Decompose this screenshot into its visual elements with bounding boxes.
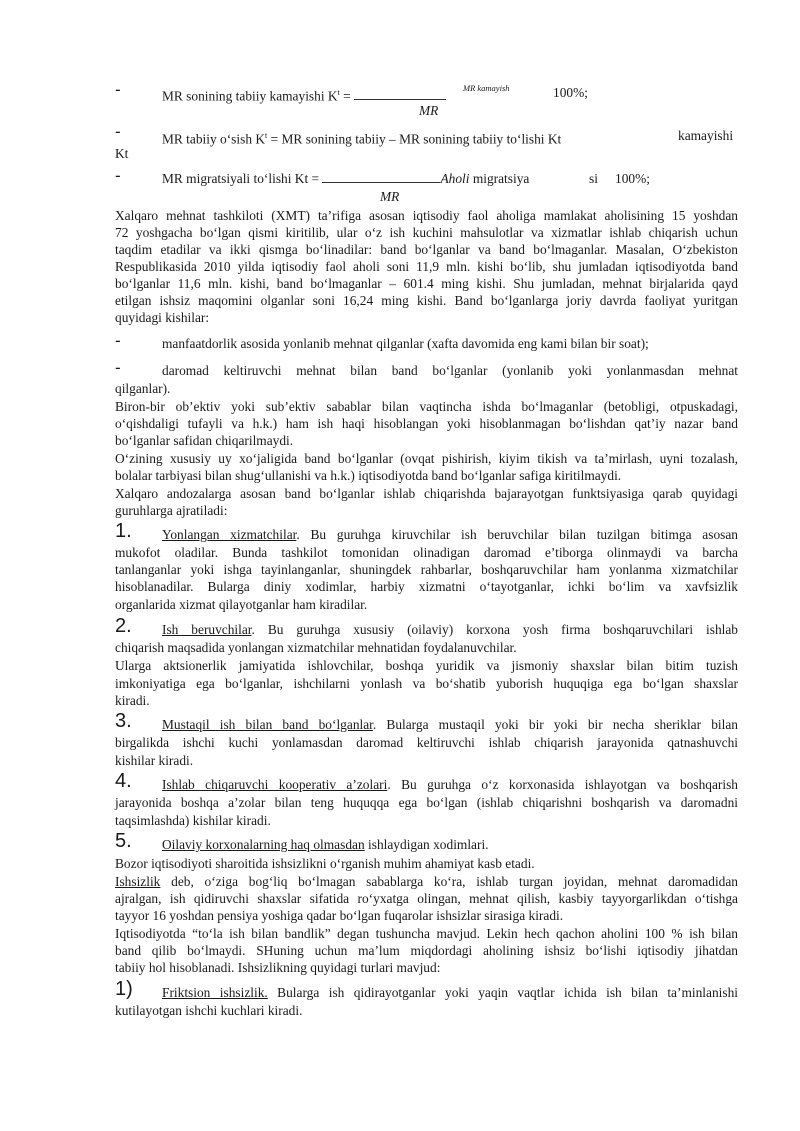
dash-marker: - [115, 166, 121, 185]
list-number: 3. [115, 710, 132, 732]
formula-tail: kamayishi [678, 128, 734, 143]
bullet-item: daromad keltiruvchi mehnat bilan band bo‘lganlar (yonlanib yoki yonlanmasdan mehnat [162, 363, 738, 378]
group-heading-line: Mustaqil ish bilan band bo‘lganlar. Bularga mustaqil yoki bir yoki bir necha sheriklar bilan [162, 717, 738, 732]
list-number: 1. [115, 520, 132, 542]
paragraph-line: kutilayotgan ishchi kuchlari kiradi. [115, 1003, 303, 1018]
paragraph-line: tanlanganlar yoki ishga tayinlanganlar, shuningdek rahbarlar, boshqaruvchilar ham yonlanma xizmatchilar [115, 562, 738, 577]
paragraph-line: Ularga aktsionerlik jamiyatida ishlovchilar, boshqa yuridik va jismoniy shaxslar bilan bitim tuzish [115, 658, 738, 673]
paragraph-line: hisoblanadilar. Bularga diniy xodimlar, harbiy xizmatni o‘tayotganlar, ichki bo‘lim va xavfsizlik [115, 579, 738, 594]
formula-tail-kt: Kt [115, 146, 129, 161]
paragraph-line: mukofot oladilar. Bunda tashkilot tomonidan olinadigan daromad e’tiborga olinmaydi va barcha [115, 545, 738, 560]
formula-si: si [589, 171, 598, 186]
paragraph-line: O‘zining xususiy uy xo‘jaligida band bo‘lganlar (ovqat pishirish, kiyim tikish va ta’mirlash, uyni tozalash, [115, 451, 738, 466]
paragraph-line: tayyor 16 yoshdan pensiya yoshiga qadar bo‘lgan fuqarolar ishsizlar sirasiga kiradi. [115, 908, 564, 923]
paragraph-line: jarayonida boshqa a’zolar bilan teng huquqqa ega bo‘lgan (ishlab chiqarishni boshqarish va daromadni [115, 795, 738, 810]
formula-natural-decrease: MR sonining tabiiy kamayishi $K^t$ = [162, 84, 446, 104]
list-number: 4. [115, 770, 132, 792]
paragraph-line: organlarida xizmat qilayotganlar ham kiradilar. [115, 597, 368, 612]
fraction-line [322, 181, 440, 183]
list-number: 1) [115, 978, 133, 1000]
formula-numerator-label: MR kamayish [463, 83, 510, 93]
dash-marker: - [115, 80, 121, 99]
paragraph-line: Xalqaro andozalarga asosan band bo‘lganlar ishlab chiqarishda bajarayotgan funktsiyasiga qarab quyidagi [115, 486, 738, 501]
group-heading-line: Oilaviy korxonalarning haq olmasdan ishlaydigan xodimlari. [162, 837, 489, 852]
paragraph-line: etilgan ishsiz maqomini olganlar soni 16,24 ming kishi. Band bo‘lganlarga joriy davrda faoliyat yuritgan [115, 293, 738, 308]
group-heading-line: Ish beruvchilar. Bu guruhga xususiy (oilaviy) korxona yosh firma boshqaruvchilari ishlab [162, 622, 738, 637]
paragraph-line: quyidagi kishilar: [115, 310, 210, 325]
dash-marker: - [115, 331, 121, 350]
paragraph-line: guruhlarga ajratiladi: [115, 503, 228, 518]
paragraph-line: birgalikda ishchi kuchi yonlamasdan daromad keltiruvchi ishlab chiqarish jarayonida qatnashuvchi [115, 735, 738, 750]
paragraph-line: o‘qishdaligi tufayli va h.k.) ham ish haqi hisoblangan yoki hisoblanmagan bo‘lishdan qat’iy nazar band [115, 416, 738, 431]
paragraph-line: Ishsizlik deb, o‘ziga bog‘liq bo‘lmagan sabablarga ko‘ra, ishlab turgan joyidan, mehnat daromadidan [115, 874, 738, 889]
group-heading-line: Ishlab chiqaruvchi kooperativ a’zolari. Bu guruhga o‘z korxonasida ishlayotgan va boshqarish [162, 777, 739, 792]
paragraph-line: kiradi. [115, 693, 150, 708]
paragraph-line: ajralgan, ish qidiruvchi shaxslar sifatida ro‘yxatga olingan, mehnat qilish, kasbiy tayyorgarlikdan o‘tishga [115, 891, 738, 906]
paragraph-line: Biron-bir ob’ektiv yoki sub’ektiv sabablar bilan vaqtincha ishda bo‘lmaganlar (betobligi, otpuskadagi, [115, 399, 738, 414]
paragraph-line: Xalqaro mehnat tashkiloti (XMT) ta’rifiga asosan iqtisodiy faol aholiga mamlakat aholisining 15 yoshdan [115, 208, 738, 223]
paragraph-line: bo‘lganlar 11,6 mln. kishi, band bo‘lmaganlar – 601.4 ming kishi. Shu jumladan, mehnat birjalarida qayd [115, 276, 738, 291]
dash-marker: - [115, 358, 121, 377]
paragraph-line: tabiiy hol hisoblanadi. Ishsizlikning quyidagi turlari mavjud: [115, 960, 441, 975]
paragraph-line: taqdim etadilar va ikki qismga bo‘linadilar: band bo‘lganlar va band bo‘lmaganlar. Masalan, O‘zbekiston [115, 242, 738, 257]
formula-denominator: MR [380, 189, 400, 204]
paragraph-line: taqsimlashda) kishilar kiradi. [115, 813, 271, 828]
paragraph-line: Iqtisodiyotda “to‘la ish bilan bandlik” degan tushuncha mavjud. Lekin hech qachon aholini 100 % ish bilan [115, 926, 738, 941]
formula-percent: 100%; [553, 85, 588, 100]
paragraph-line: bo‘lganlar safidan chiqarilmaydi. [115, 433, 294, 448]
formula-denominator: MR [419, 103, 439, 118]
paragraph-line: band qilib bo‘lmaydi. SHuning uchun ma’lum miqdordagi aholining ishsiz bo‘lishi iqtisodiy jihatdan [115, 943, 738, 958]
paragraph-line: kishilar kiradi. [115, 753, 194, 768]
fraction-line [354, 98, 446, 100]
paragraph-line: Bozor iqtisodiyoti sharoitida ishsizlikni o‘rganish muhim ahamiyat kasb etadi. [115, 856, 535, 871]
formula-percent: 100%; [615, 171, 650, 186]
paragraph-line: bolalar tarbiyasi bilan shug‘ullanishi va h.k.) iqtisodiyotda band bo‘lganlar safiga kiritilmaydi. [115, 468, 622, 483]
paragraph-line: chiqarish maqsadida yonlangan xizmatchilar mehnatidan foydalanuvchilar. [115, 640, 517, 655]
paragraph-line: 72 yoshgacha bo‘lgan qismi kiritilib, ular o‘z ish kuchini mahsulotlar va xizmatlar ishlab chiqarish uchun [115, 225, 738, 240]
list-number: 5. [115, 830, 132, 852]
bullet-item: manfaatdorlik asosida yonlanib mehnat qilganlar (xafta davomida eng kami bilan bir soat); [162, 336, 649, 351]
group-heading-line: Friktsion ishsizlik. Bularga ish qidirayotganlar yoki yaqin vaqtlar ichida ish bilan ta’minlanishi [162, 985, 738, 1000]
paragraph-line: Respublikasida 2010 yilda iqtisodiy faol aholi soni 11,9 mln. kishi bo‘lib, shu jumladan iqtisodiyotda band [115, 259, 738, 274]
formula-migration: MR migratsiyali to‘lishi Kt = Aholi migratsiya [162, 171, 530, 186]
paragraph-line: imkoniyatiga ega bo‘lganlar, ishchilarni yonlash va bo‘shatib yuborish huquqiga ega bo‘lgan shaxslar [115, 676, 738, 691]
bullet-item-cont: qilganlar). [115, 381, 171, 396]
list-number: 2. [115, 615, 132, 637]
group-heading-line: Yonlangan xizmatchilar. Bu guruhga kiruvchilar ish beruvchilar bilan tuzilgan bitimga asosan [162, 527, 738, 542]
dash-marker: - [115, 122, 121, 141]
formula-natural-growth: MR tabiiy o‘sish $K^t$ = MR sonining tabiiy – MR sonining tabiiy to‘lishi Kt [162, 131, 562, 147]
